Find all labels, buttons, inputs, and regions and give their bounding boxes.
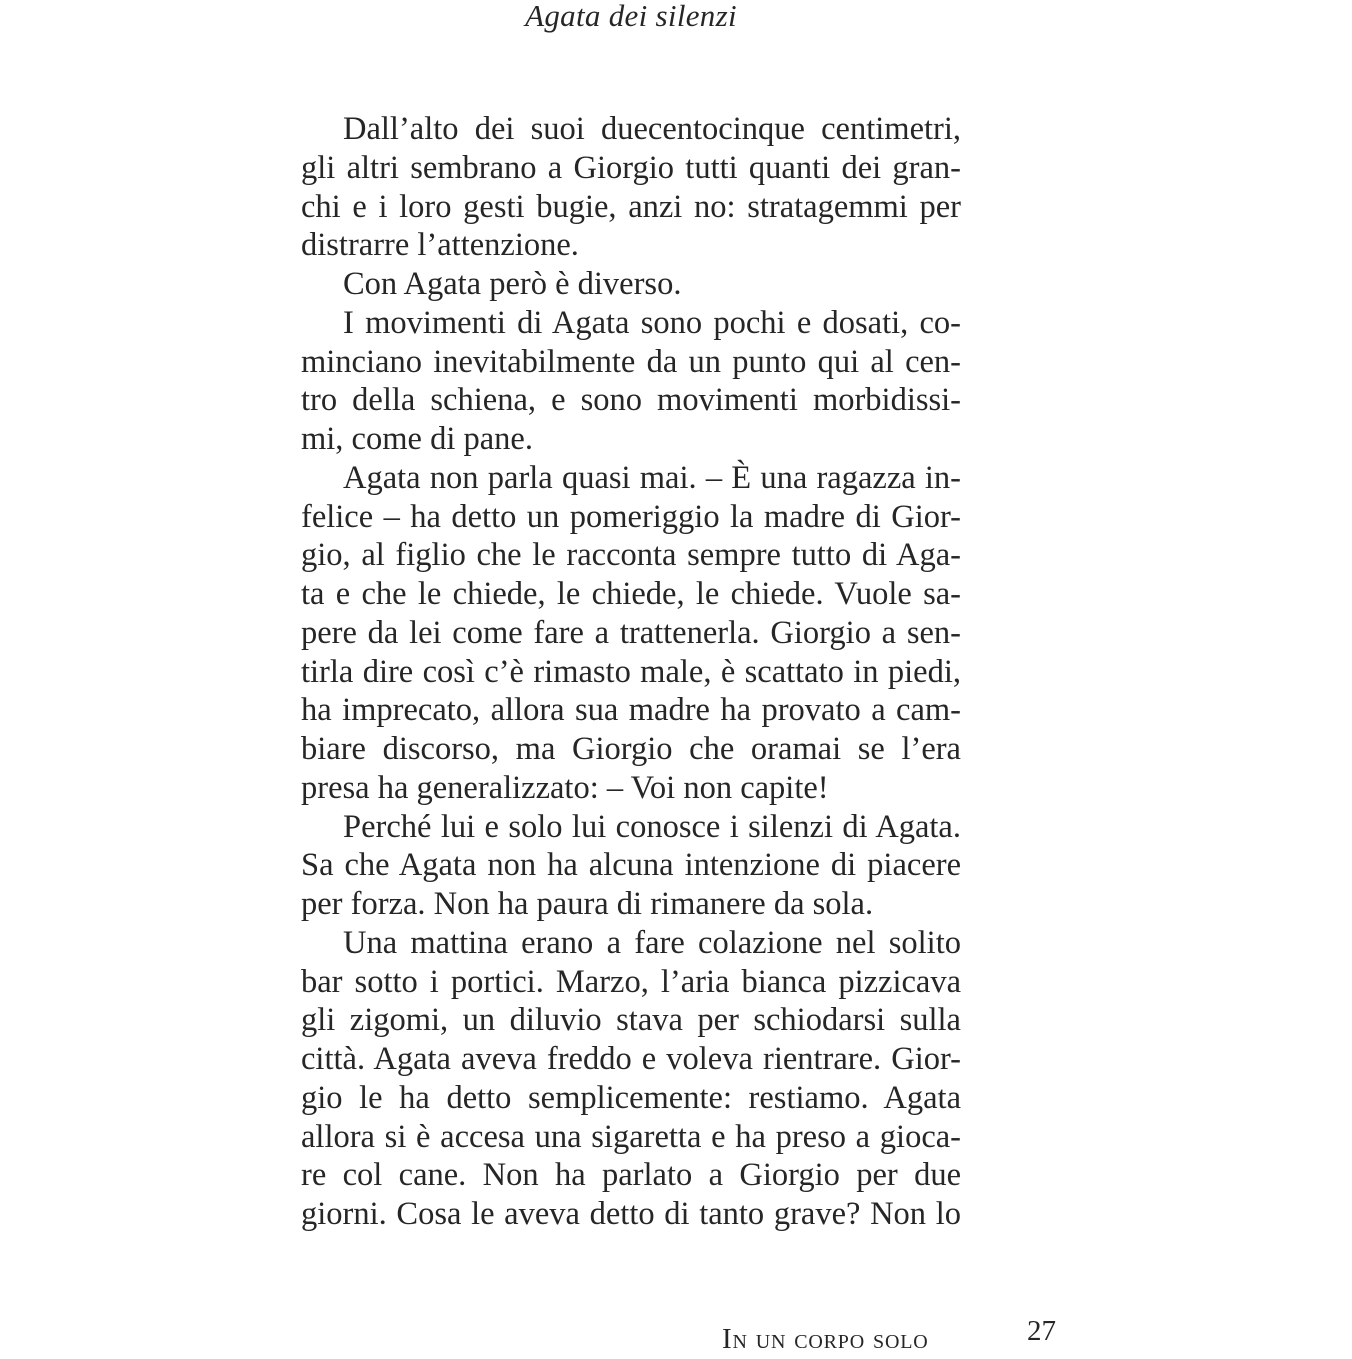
text-line: mi, come di pane. bbox=[301, 421, 533, 457]
body-text bbox=[301, 110, 961, 1234]
text-line: Sa che Agata non ha alcuna intenzione di piacere bbox=[301, 847, 961, 884]
text-line: biare discorso, ma Giorgio che oramai se l’era bbox=[301, 731, 961, 767]
text-line: Una mattina erano a fare colazione nel solito bbox=[343, 924, 961, 961]
text-line: I movimenti di Agata sono pochi e dosati, co- bbox=[343, 304, 961, 341]
text-line: gli zigomi, un diluvio stava per schiodarsi sulla bbox=[301, 1002, 961, 1039]
text-line: tirla dire così c’è rimasto male, è scattato in piedi, bbox=[301, 653, 961, 690]
text-line: per forza. Non ha paura di rimanere da sola. bbox=[301, 886, 874, 922]
text-line: gli altri sembrano a Giorgio tutti quanti dei gran- bbox=[301, 149, 961, 186]
text-line: gio, al figlio che le racconta sempre tutto di Aga- bbox=[301, 537, 961, 574]
page-number: 27 bbox=[1027, 1315, 1056, 1347]
text-line: Dall’alto dei suoi duecentocinque centimetri, bbox=[343, 111, 961, 147]
page-footer bbox=[0, 1315, 1352, 1359]
text-line: gio le ha detto semplicemente: restiamo. Agata bbox=[301, 1079, 961, 1116]
text-line: distrarre l’attenzione. bbox=[301, 227, 579, 264]
text-line: ta e che le chiede, le chiede, le chiede. Vuole sa- bbox=[301, 576, 961, 612]
text-line: Con Agata però è diverso. bbox=[343, 266, 682, 302]
text-line: giorni. Cosa le aveva detto di tanto grave? Non lo bbox=[301, 1196, 961, 1232]
text-line: tro della schiena, e sono movimenti morbidissi- bbox=[301, 382, 961, 419]
text-line: allora si è accesa una sigaretta e ha preso a gioca- bbox=[301, 1118, 961, 1155]
text-line: Perché lui e solo lui conosce i silenzi di Agata. bbox=[343, 808, 961, 845]
text-line: minciano inevitabilmente da un punto qui al cen- bbox=[301, 343, 961, 380]
text-line: Agata non parla quasi mai. – È una ragazza in- bbox=[343, 459, 961, 496]
text-line: bar sotto i portici. Marzo, l’aria bianca pizzicava bbox=[301, 963, 961, 1000]
text-line: re col cane. Non ha parlato a Giorgio per due bbox=[301, 1157, 961, 1194]
text-line: felice – ha detto un pomeriggio la madre di Gior- bbox=[301, 498, 961, 535]
text-line: ha imprecato, allora sua madre ha provato a cam- bbox=[301, 692, 961, 729]
text-line: chi e i loro gesti bugie, anzi no: stratagemmi per bbox=[301, 188, 961, 225]
text-line: presa ha generalizzato: – Voi non capite! bbox=[301, 769, 829, 806]
text-line: pere da lei come fare a trattenerla. Giorgio a sen- bbox=[301, 614, 961, 651]
text-line: città. Agata aveva freddo e voleva rientrare. Gior- bbox=[301, 1041, 961, 1077]
running-head-title: Agata dei silenzi bbox=[525, 0, 737, 33]
footer-book-title: In un corpo solo bbox=[722, 1323, 929, 1355]
